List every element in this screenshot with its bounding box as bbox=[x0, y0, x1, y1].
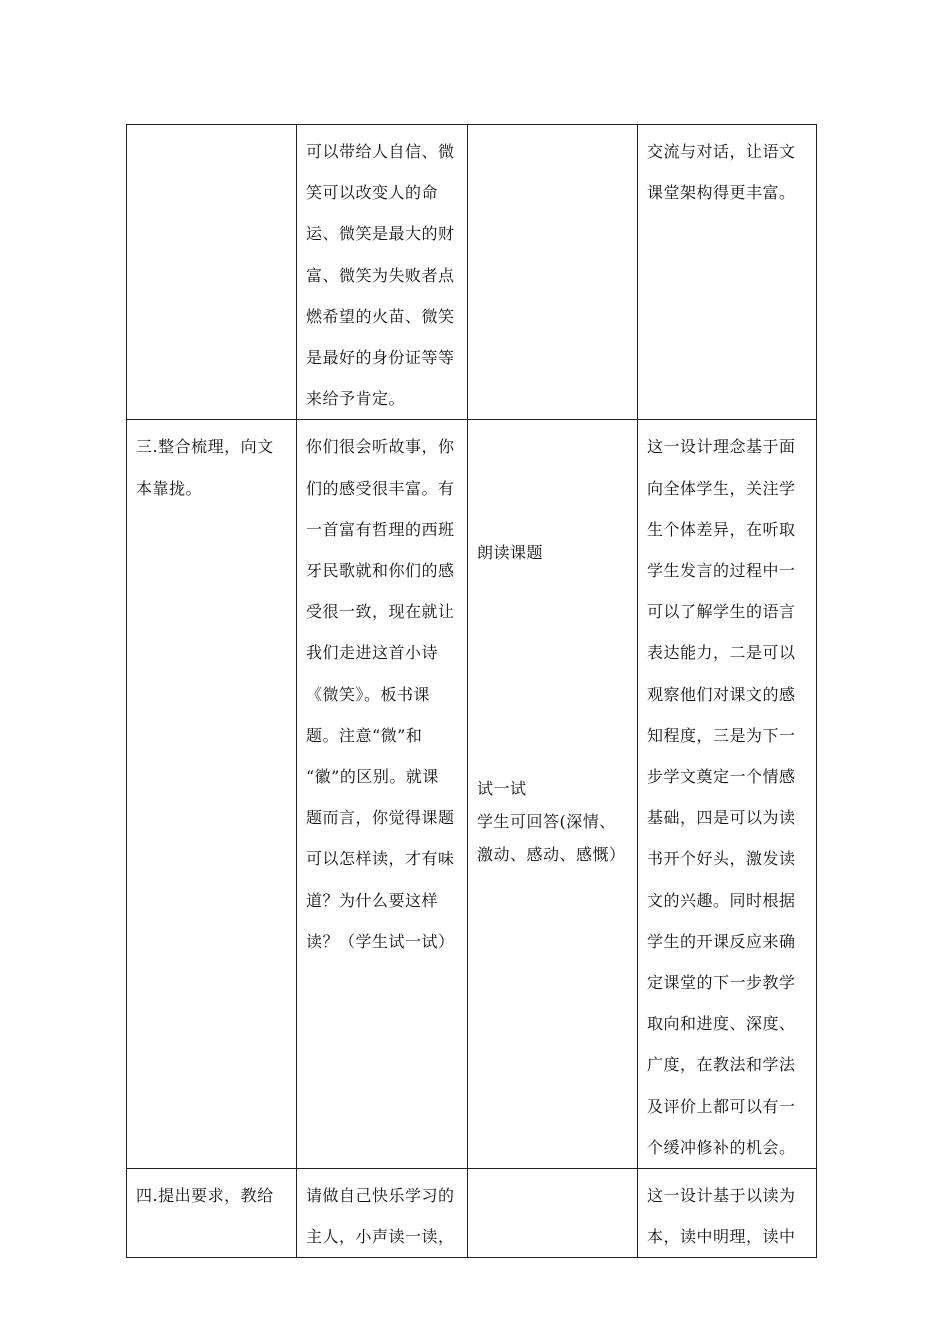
rationale-cell bbox=[638, 420, 817, 1169]
text-line: 燃希望的火苗、微笑 bbox=[306, 306, 455, 326]
text-line: 《微笑》。板书课 bbox=[306, 684, 431, 704]
student-activity-cell bbox=[468, 125, 638, 420]
text-line: 富、微笑为失败者点 bbox=[306, 265, 455, 285]
student-activity-cell bbox=[468, 420, 638, 1169]
stage-cell bbox=[127, 420, 297, 1169]
text-line: 请做自己快乐学习的 bbox=[306, 1186, 455, 1206]
table-row bbox=[127, 420, 817, 1169]
text-line: 学生的开课反应来确 bbox=[647, 931, 796, 951]
text-line: 文的兴趣。同时根据 bbox=[647, 890, 796, 910]
text-line: 书开个好头，激发读 bbox=[647, 849, 796, 869]
text-line: “徽”的区别。就课 bbox=[306, 767, 439, 787]
text-line: 步学文奠定一个情感 bbox=[647, 767, 796, 787]
text-line: 们的感受很丰富。有 bbox=[306, 478, 455, 498]
text-line: 可以带给人自信、微 bbox=[306, 142, 455, 161]
text-line: 生个体差异，在听取 bbox=[647, 519, 796, 539]
text-line: 个缓冲修补的机会。 bbox=[647, 1137, 796, 1157]
text-line: 及评价上都可以有一 bbox=[647, 1096, 796, 1116]
stage-cell bbox=[127, 1169, 297, 1258]
rationale-cell bbox=[638, 1169, 817, 1258]
text-line: 试一试 bbox=[477, 779, 527, 799]
text-line: 我们走进这首小诗 bbox=[306, 643, 439, 663]
student-activity-block bbox=[477, 536, 543, 569]
table-row bbox=[127, 125, 817, 420]
text-line: 一首富有哲理的西班 bbox=[306, 519, 455, 539]
text-line: 向全体学生，关注学 bbox=[647, 478, 796, 498]
text-line: 观察他们对课文的感 bbox=[647, 684, 796, 704]
text-line: 本，读中明理，读中 bbox=[647, 1227, 796, 1247]
stage-cell bbox=[127, 125, 297, 420]
text-line: 来给予肯定。 bbox=[306, 389, 406, 409]
text-line: 读？（学生试一试） bbox=[306, 931, 455, 951]
teacher-activity-cell bbox=[297, 125, 468, 420]
student-activity-block bbox=[477, 772, 626, 871]
text-line: 本靠拢。 bbox=[136, 478, 203, 498]
text-line: 笑可以改变人的命 bbox=[306, 183, 439, 203]
text-line: 牙民歌就和你们的感 bbox=[306, 561, 455, 581]
text-line: 知程度，三是为下一 bbox=[647, 725, 796, 745]
text-line: 定课堂的下一步教学 bbox=[647, 973, 796, 993]
text-line: 主人，小声读一读， bbox=[306, 1227, 455, 1247]
text-line: 取向和进度、深度、 bbox=[647, 1014, 796, 1034]
text-line: 道？为什么要这样 bbox=[306, 890, 439, 910]
text-line: 可以怎样读，才有味 bbox=[306, 849, 455, 869]
text-line: 朗读课题 bbox=[477, 543, 544, 563]
text-line: 运、微笑是最大的财 bbox=[306, 224, 455, 244]
text-line: 激动、感动、感慨） bbox=[477, 845, 626, 865]
text-line: 可以了解学生的语言 bbox=[647, 602, 796, 622]
text-line: 课堂架构得更丰富。 bbox=[647, 183, 796, 203]
lesson-plan-table bbox=[126, 124, 817, 1258]
text-line: 受很一致，现在就让 bbox=[306, 602, 455, 622]
text-line: 这一设计基于以读为 bbox=[647, 1186, 796, 1206]
text-line: 学生发言的过程中一 bbox=[647, 561, 796, 581]
text-line: 四.提出要求，教给 bbox=[136, 1186, 274, 1206]
text-line: 你们很会听故事，你 bbox=[306, 437, 455, 457]
text-line: 广度，在教法和学法 bbox=[647, 1055, 796, 1075]
text-line: 题。注意“微”和 bbox=[306, 725, 423, 745]
text-line: 三.整合梳理，向文 bbox=[136, 437, 274, 457]
text-line: 交流与对话，让语文 bbox=[647, 142, 796, 161]
text-line: 题而言，你觉得课题 bbox=[306, 808, 455, 828]
text-line: 这一设计理念基于面 bbox=[647, 437, 796, 457]
text-line: 学生可回答(深情、 bbox=[477, 812, 616, 832]
teacher-activity-cell bbox=[297, 1169, 468, 1258]
table-row bbox=[127, 1169, 817, 1258]
rationale-cell bbox=[638, 125, 817, 420]
text-line: 是最好的身份证等等 bbox=[306, 348, 455, 368]
teacher-activity-cell bbox=[297, 420, 468, 1169]
student-activity-cell bbox=[468, 1169, 638, 1258]
text-line: 基础，四是可以为读 bbox=[647, 808, 796, 828]
text-line: 表达能力，二是可以 bbox=[647, 643, 796, 663]
